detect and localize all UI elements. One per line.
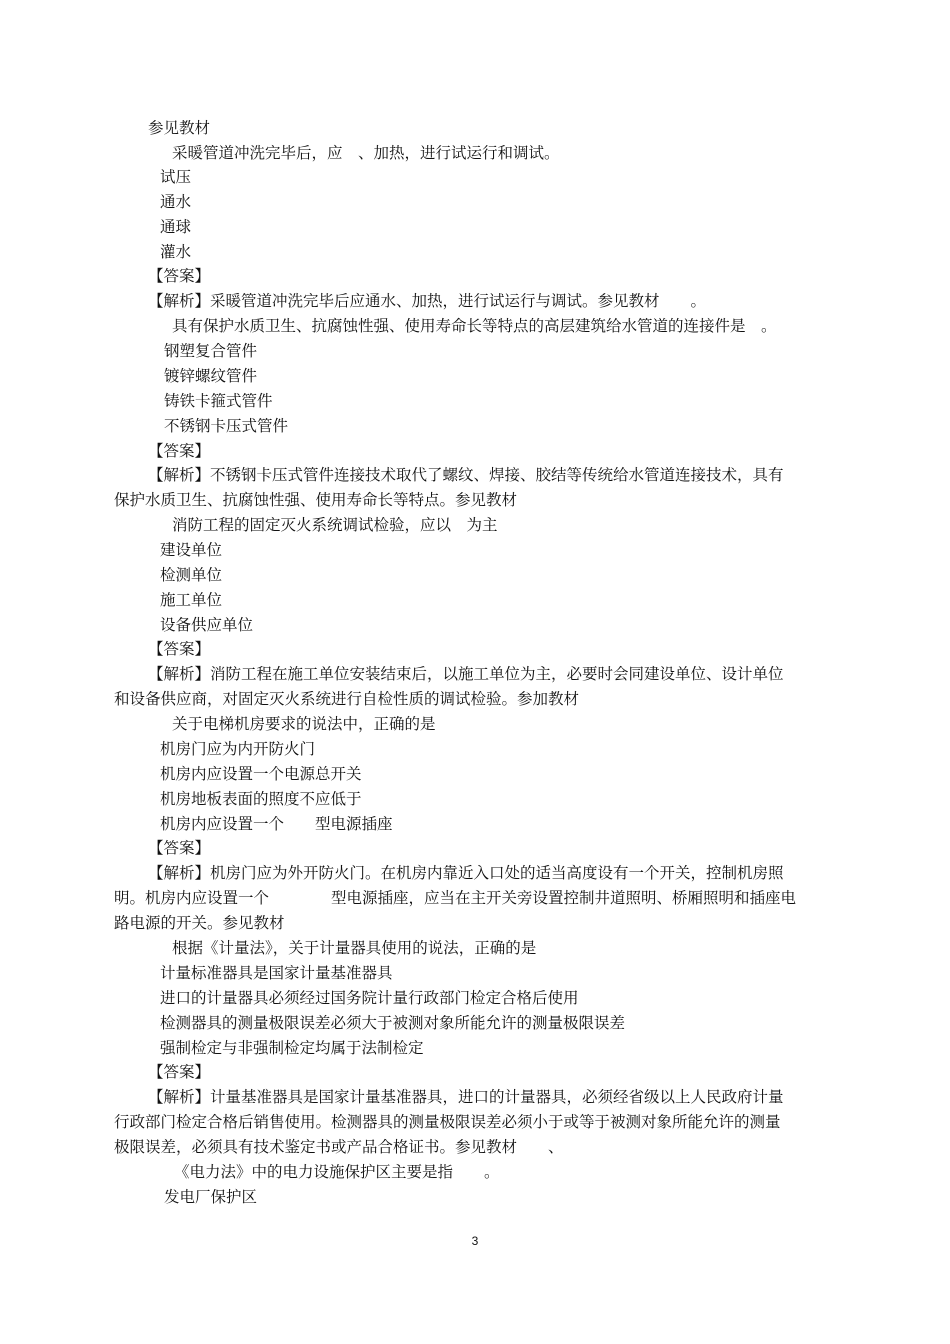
option: 计量标准器具是国家计量基准器具 — [160, 964, 393, 982]
option: 机房门应为内开防火门 — [160, 740, 316, 758]
option: 检测器具的测量极限误差必须大于被测对象所能允许的测量极限误差 — [160, 1014, 626, 1032]
analysis-text: 【解析】不锈钢卡压式管件连接技术取代了螺纹、焊接、胶结等传统给水管道连接技术，具有 — [148, 466, 784, 484]
option: 强制检定与非强制检定均属于法制检定 — [160, 1039, 424, 1057]
question-stem: 消防工程的固定灭火系统调试检验，应以 为主 — [172, 516, 498, 534]
analysis-text: 和设备供应商，对固定灭火系统进行自检性质的调试检验。参加教材 — [114, 690, 580, 708]
answer-label: 【答案】 — [148, 640, 211, 658]
question-stem: 《电力法》中的电力设施保护区主要是指 。 — [174, 1163, 500, 1181]
answer-label: 【答案】 — [148, 839, 211, 857]
option: 灌水 — [160, 243, 192, 261]
option: 机房地板表面的照度不应低于 — [160, 790, 362, 808]
option: 通球 — [160, 218, 192, 236]
option: 铸铁卡箍式管件 — [164, 392, 273, 410]
analysis-text: 【解析】消防工程在施工单位安装结束后，以施工单位为主，必要时会同建设单位、设计单位 — [148, 665, 784, 683]
analysis-text: 【解析】采暖管道冲洗完毕后应通水、加热，进行试运行与调试。参见教材 。 — [148, 292, 707, 310]
analysis-text: 保护水质卫生、抗腐蚀性强、使用寿命长等特点。参见教材 — [114, 491, 518, 509]
option: 钢塑复合管件 — [164, 342, 258, 360]
option: 进口的计量器具必须经过国务院计量行政部门检定合格后使用 — [160, 989, 579, 1007]
option: 镀锌螺纹管件 — [164, 367, 258, 385]
option: 通水 — [160, 193, 192, 211]
question-stem: 采暖管道冲洗完毕后，应 、加热，进行试运行和调试。 — [172, 144, 560, 162]
analysis-text: 明。机房内应设置一个 型电源插座，应当在主开关旁设置控制井道照明、桥厢照明和插座电 — [114, 889, 797, 907]
analysis-text: 【解析】机房门应为外开防火门。在机房内靠近入口处的适当高度设有一个开关，控制机房照 — [148, 864, 784, 882]
text-line: 参见教材 — [148, 119, 211, 137]
option: 施工单位 — [160, 591, 223, 609]
analysis-text: 极限误差，必须具有技术鉴定书或产品合格证书。参见教材 、 — [114, 1138, 564, 1156]
question-stem: 根据《计量法》，关于计量器具使用的说法，正确的是 — [172, 939, 537, 957]
option: 机房内应设置一个 型电源插座 — [160, 815, 393, 833]
answer-label: 【答案】 — [148, 267, 211, 285]
answer-label: 【答案】 — [148, 1063, 211, 1081]
analysis-text: 行政部门检定合格后销售使用。检测器具的测量极限误差必须小于或等于被测对象所能允许的测量 — [114, 1113, 781, 1131]
page-number: 3 — [471, 1234, 479, 1248]
answer-label: 【答案】 — [148, 442, 211, 460]
option: 试压 — [160, 168, 192, 186]
option: 检测单位 — [160, 566, 223, 584]
analysis-text: 【解析】计量基准器具是国家计量基准器具，进口的计量器具，必须经省级以上人民政府计量 — [148, 1088, 784, 1106]
option: 建设单位 — [160, 541, 223, 559]
question-stem: 关于电梯机房要求的说法中，正确的是 — [172, 715, 436, 733]
option: 不锈钢卡压式管件 — [164, 417, 289, 435]
analysis-text: 路电源的开关。参见教材 — [114, 914, 285, 932]
option: 机房内应设置一个电源总开关 — [160, 765, 362, 783]
option: 发电厂保护区 — [164, 1188, 258, 1206]
option: 设备供应单位 — [160, 616, 254, 634]
question-stem: 具有保护水质卫生、抗腐蚀性强、使用寿命长等特点的高层建筑给水管道的连接件是 。 — [172, 317, 777, 335]
